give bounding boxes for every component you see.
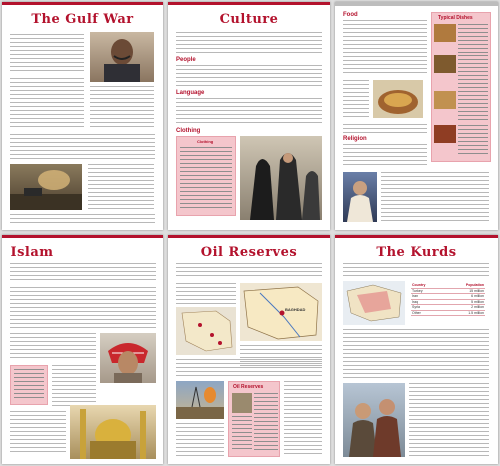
food-text [343, 20, 427, 76]
typical-dishes-box [431, 12, 491, 162]
oil-field-photo [176, 381, 224, 419]
table-row: Turkey 15 million [412, 288, 484, 293]
page-gulf-war [2, 2, 163, 230]
body-text [52, 365, 96, 409]
food-text [343, 124, 427, 134]
dish-thumb [434, 24, 456, 42]
text-column [10, 78, 84, 130]
kurdish-people-photo [343, 383, 405, 457]
table-header: Country Population [412, 283, 484, 287]
religion-text [381, 172, 489, 222]
worshipper-photo [343, 172, 377, 222]
oil-map [176, 307, 236, 355]
text-column [88, 164, 154, 210]
page-title: Culture [219, 12, 279, 27]
info-box [10, 365, 48, 405]
clothing-photo [240, 136, 322, 220]
section-heading-religion: Religion [343, 136, 367, 142]
portrait-photo [90, 32, 154, 82]
body-text [10, 333, 96, 361]
body-text [409, 383, 489, 457]
body-text [284, 381, 322, 457]
box-heading: Typical Dishes [438, 15, 473, 21]
people-text [176, 65, 322, 87]
table-row: Syria 2 million [412, 305, 484, 309]
map-label: BAGHDAD [285, 307, 306, 312]
kurdistan-map [343, 281, 405, 325]
food-text [343, 80, 369, 120]
intro-text [176, 263, 322, 279]
language-text [176, 98, 322, 126]
clothing-sidebar [176, 136, 236, 216]
population-table [411, 283, 485, 316]
dish-photo [373, 80, 423, 118]
table-row: Iran 6 million [412, 294, 484, 298]
intro-text [10, 263, 156, 283]
religion-text [343, 144, 427, 168]
page-kurds [335, 235, 498, 464]
body-text [176, 423, 224, 457]
body-text [176, 359, 322, 377]
portrait-photo [100, 333, 156, 383]
page-food [335, 2, 498, 230]
battle-photo [10, 164, 82, 210]
page-title: Islam [10, 245, 54, 260]
body-text [10, 411, 66, 455]
page-title: Oil Reserves [200, 245, 298, 260]
page-islam [2, 235, 163, 464]
table-row: Other 1.5 million [412, 310, 484, 315]
section-heading-language: Language [176, 90, 205, 96]
section-heading-clothing: Clothing [176, 128, 201, 134]
page-oil [168, 235, 330, 464]
box-heading: Oil Reserves [233, 384, 264, 390]
mosque-photo [70, 405, 156, 459]
dish-thumb [434, 91, 456, 109]
section-heading-food: Food [343, 12, 358, 18]
body-text [343, 329, 489, 379]
intro-text [176, 32, 322, 54]
text-column [10, 34, 84, 74]
dish-thumb [434, 55, 456, 73]
page-title: The Kurds [376, 245, 457, 260]
section-heading-people: People [176, 57, 196, 63]
text-column [10, 214, 155, 224]
baghdad-map [240, 283, 322, 341]
oil-reserves-box [228, 381, 280, 457]
page-title: The Gulf War [31, 12, 134, 27]
page-culture [168, 2, 330, 230]
body-text [10, 287, 156, 331]
body-text [176, 283, 236, 305]
refinery-thumb [232, 393, 252, 413]
table-row: Iraq 5 million [412, 299, 484, 304]
text-column [90, 86, 154, 130]
sidebar-heading: Clothing [197, 139, 214, 144]
dish-thumb [434, 125, 456, 143]
text-column [10, 134, 155, 160]
intro-text [343, 263, 489, 279]
